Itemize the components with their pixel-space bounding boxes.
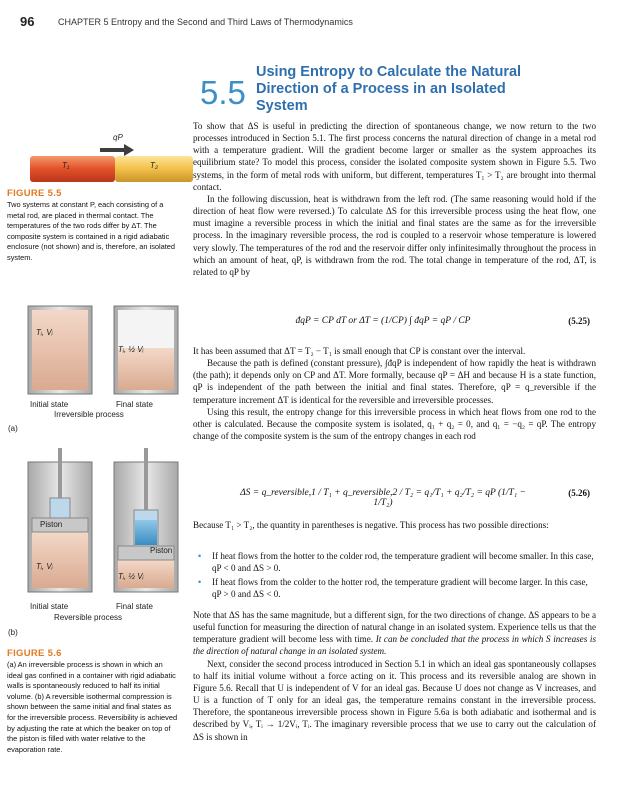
fig55-qp-label: qP <box>113 133 123 142</box>
figure-5-5-caption: Two systems at constant P, each consisting of a metal rod, are placed in thermal contact. The temperatures of the two rods differ by ΔT. The composite system is contained in a rigid adiabatic enclosure (not shown) and is, therefore, an isolated system. <box>7 200 176 262</box>
fig56b-tag: (b) <box>8 628 18 637</box>
fig56b-initial-vol: Tᵢ, Vᵢ <box>36 562 53 571</box>
paragraph-3: It has been assumed that ΔT = T₂ − T₁ is small enough that CP is constant over the interval. <box>193 346 526 356</box>
fig56a-final-vol: Tᵢ, ½ Vᵢ <box>118 345 144 354</box>
fig55-t1-label: T₁ <box>62 161 70 170</box>
body-block-3 <box>193 519 596 531</box>
fig56a-initial-label: Initial state <box>30 400 69 409</box>
paragraph-2: In the following discussion, heat is withdrawn from the left rod. (The same reasoning would hold if the direction of heat flow were reversed.) To calculate ΔS for this irreversible process using the heat flow, one must imagine a reversible process in which the initial and final states are the same as for the irreversible process. In the imaginary reversible process, the rod is coupled to a reservoir whose temperature is lowered very slowly. The temperatures of the rod and the reservoir differ only infinitesimally throughout the process in which an amount of heat, qP, is withdrawn from the rod. The total change in temperature of the rod, ΔT, is related to qP by <box>193 193 596 277</box>
paragraph-7-italic: It can be concluded that the process in which S increases is the direction of natural change in an isolated system. <box>193 634 596 657</box>
paragraph-1: To show that ΔS is useful in predicting the direction of spontaneous change, we now return to the two processes introduced in Section 5.1. The first process concerns the natural direction of change in a metal rod with a temperature gradient. Will the gradient become larger or smaller as the system approaches its equilibrium state? To model this process, consider the isolated composite system shown in Figure 5.5. Two systems, in the form of metal rods with uniform, but different, temperatures T₁ > T₂ are brought into thermal contact. <box>193 121 596 192</box>
fig56a-final-label: Final state <box>116 400 153 409</box>
paragraph-5: Using this result, the entropy change for this irreversible process in which heat flows from one rod to the other is calculated. Because the composite system is isolated, q₁ + q₂ = 0, and q₁ = −q₂ = qP. The entropy change of the composite system is the sum of the entropy changes in each rod <box>193 406 596 442</box>
bullet-1-text: If heat flows from the hotter to the colder rod, the temperature gradient will become smaller. In this case, qP < 0 and ΔS > 0. <box>212 551 594 574</box>
bullet-item-2: • If heat flows from the colder to the hotter rod, the temperature gradient will become larger. In this case, qP > 0 and ΔS < 0. <box>200 576 595 600</box>
body-block-1 <box>193 120 596 278</box>
figure-5-5-title: FIGURE 5.5 <box>7 188 62 199</box>
body-block-4 <box>193 609 596 743</box>
beaker-initial <box>50 498 70 518</box>
fig56b-final-vol: Tᵢ, ½ Vᵢ <box>118 572 144 581</box>
fig56b-process: Reversible process <box>54 613 123 622</box>
gas-initial <box>32 310 88 390</box>
fig56b-final-label: Final state <box>116 602 153 611</box>
bullet-item-1: • If heat flows from the hotter to the colder rod, the temperature gradient will become smaller. In this case, qP < 0 and ΔS > 0. <box>198 551 594 574</box>
section-number: 5.5 <box>200 74 246 111</box>
paragraph-4: Because the path is defined (constant pressure), ∫đqP is independent of how rapidly the heat is withdrawn (the path); it depends only on CP and ΔT. More formally, because qP = ΔH and because H is a state function, qP is independent of the path between the initial and final states. Therefore, qP = q_reversible if the temperature increment ΔT is identical for the reversible and irreversible processes. <box>193 358 596 405</box>
section-title: Using Entropy to Calculate the Natural Direction of a Process in an Isolated System <box>256 64 522 114</box>
paragraph-8: Next, consider the second process introduced in Section 5.1 in which an ideal gas spontaneously collapses to half its initial volume without a force acting on it. This process and its reversible analog are shown in Figure 5.6. Recall that U is independent of V for an ideal gas. Because U does not change as V increases, and U is a function of T only for an ideal gas, the temperature remains constant in the irreversible process. Therefore, the spontaneous irreversible process shown in Figure 5.6a is both adiabatic and isothermal and is described by Vᵢ, Tᵢ → 1/2Vᵢ, Tᵢ. The imaginary reversible process that we use to carry out the calculation of ΔS is shown in <box>193 658 596 742</box>
fig56a-process: Irreversible process <box>54 410 124 419</box>
fig56b-initial-label: Initial state <box>30 602 69 611</box>
equation-5-26-body: ΔS = q_reversible,1 / T₁ + q_reversible,2 / T₂ = q₁/T₁ + q₂/T₂ = qP (1/T₁ − 1/T₂) <box>240 488 526 508</box>
figure-5-6-title: FIGURE 5.6 <box>7 648 62 659</box>
fig56a-initial-vol: Tᵢ, Vᵢ <box>36 328 53 337</box>
figure-5-6-caption: (a) An irreversible process is shown in which an ideal gas confined in a container with rigid adiabatic walls is spontaneously reduced to half its initial volume. (b) A reversible isothermal compression is shown between the same initial and final states as for the irreversible process. Reversibility is achieved by adjusting the rate at which the beaker on top of the piston is filled with water relative to the evaporation rate. <box>7 660 178 754</box>
fig55-t2-label: T₂ <box>150 161 158 170</box>
heat-flow-arrow <box>100 144 134 156</box>
paragraph-7-text: Note that ΔS has the same magnitude, but a different sign, for the two directions of change. ΔS appears to be a useful function for measuring the direction of natural change in an isolated system. Experience tells us that the temperature gradient will become less with time. <box>193 610 596 645</box>
equation-5-25-body: đqP = CP dT or ΔT = (1/CP) ∫ đqP = qP / CP <box>295 316 471 326</box>
fig56b-piston2: Piston <box>150 546 173 555</box>
hot-rod <box>30 156 115 182</box>
metal-rods-illustration <box>20 140 200 190</box>
drip-tube-initial <box>58 448 62 498</box>
water-final <box>135 520 157 545</box>
empty-space <box>118 310 174 348</box>
fig56b-piston1: Piston <box>40 520 63 529</box>
body-block-2 <box>193 345 596 442</box>
paragraph-7 <box>193 609 596 658</box>
equation-5-26-number: (5.26) <box>568 488 590 498</box>
gas-initial-b <box>32 532 88 588</box>
bullet-2-text: If heat flows from the colder to the hotter rod, the temperature gradient will become larger. In this case, qP > 0 and ΔS < 0. <box>212 577 588 600</box>
equation-5-25-number: (5.25) <box>568 316 590 326</box>
page-number: 96 <box>20 14 35 29</box>
gas-final <box>118 348 174 390</box>
drip-tube-final <box>144 448 148 510</box>
fig56a-tag: (a) <box>8 424 18 433</box>
paragraph-6: Because T₁ > T₂, the quantity in parentheses is negative. This process has two possible directions: <box>193 520 549 530</box>
running-title: CHAPTER 5 Entropy and the Second and Third Laws of Thermodynamics <box>58 17 353 27</box>
